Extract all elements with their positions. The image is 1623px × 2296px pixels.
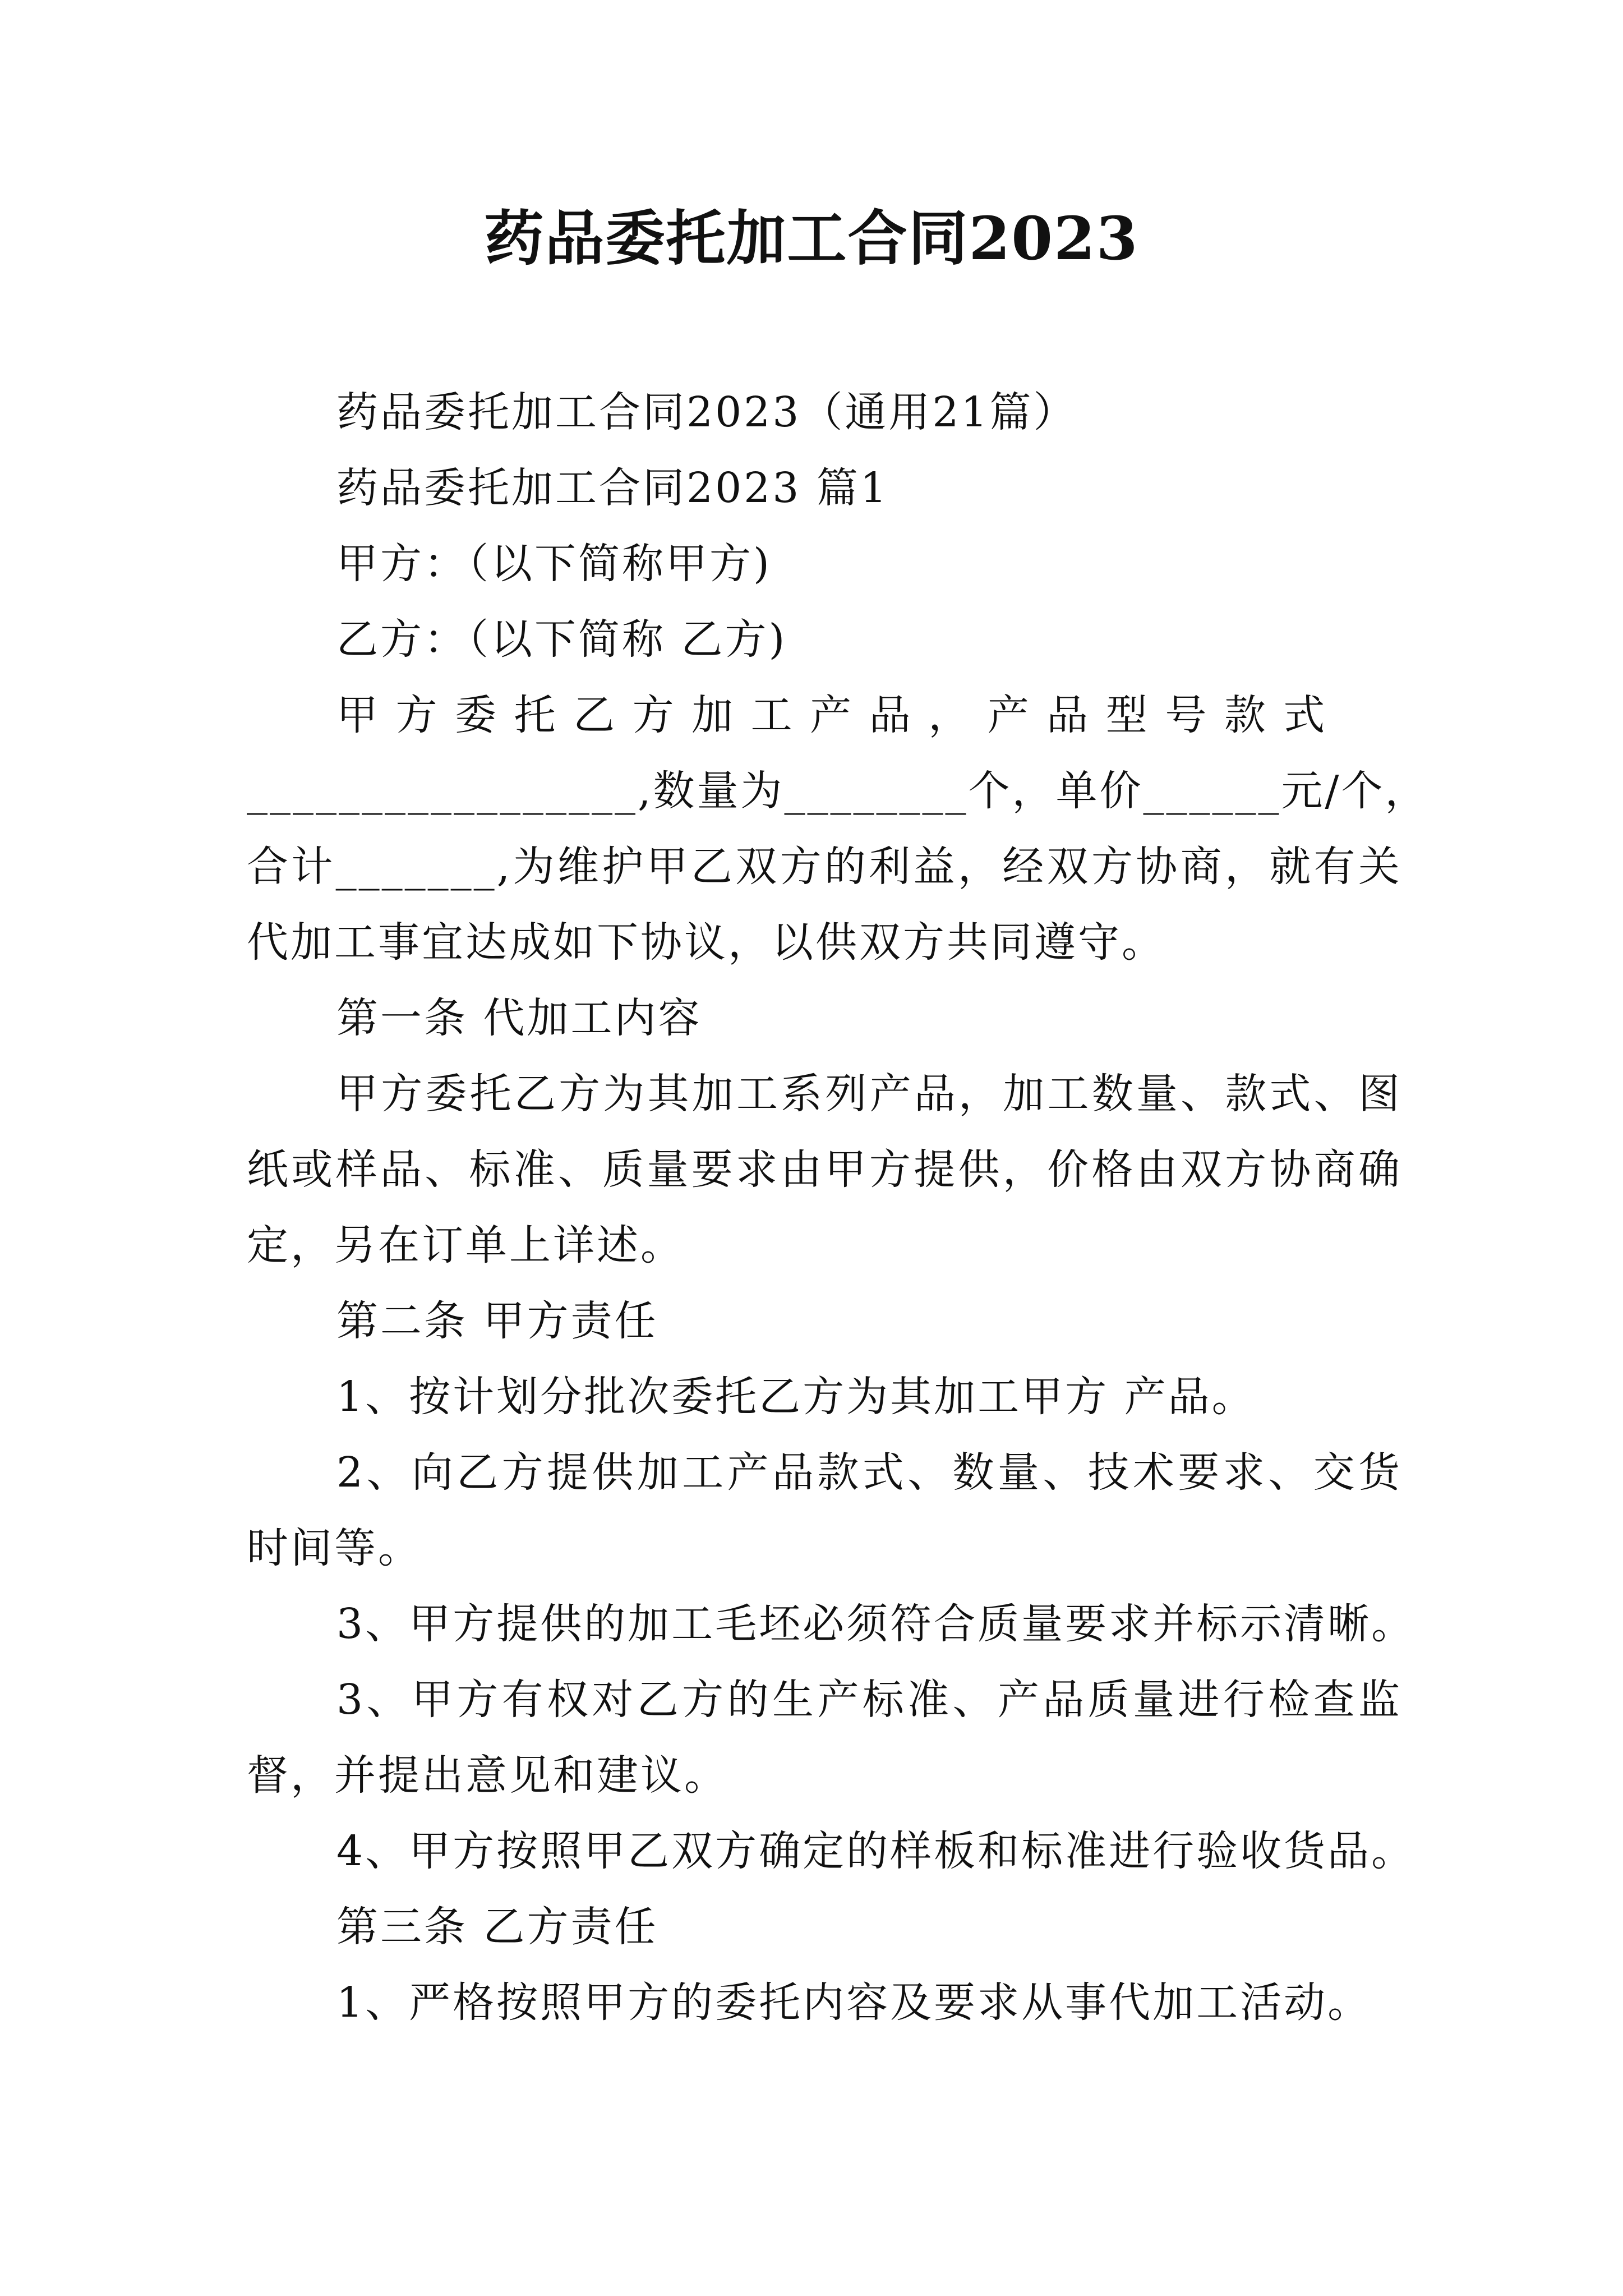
paragraph-line: 合计_______,为维护甲乙双方的利益，经双方协商，就有关 — [247, 843, 1402, 891]
subtitle-line: 药品委托加工合同2023（通用21篇） — [336, 388, 1077, 436]
article-heading: 第二条 甲方责任 — [336, 1297, 658, 1345]
document-title: 药品委托加工合同2023 — [484, 203, 1139, 273]
party-b-line: 乙方：（以下简称 乙方) — [336, 615, 787, 664]
article-heading: 第一条 代加工内容 — [336, 994, 702, 1042]
list-item: 3、甲方有权对乙方的生产标准、产品质量进行检查监 — [336, 1676, 1402, 1724]
party-a-line: 甲方：（以下简称甲方) — [336, 540, 772, 588]
list-item-continuation: 督，并提出意见和建议。 — [247, 1751, 728, 1800]
section-heading-part1: 药品委托加工合同2023 篇1 — [336, 464, 889, 512]
paragraph-line: 甲 方 委 托 乙 方 加 工 产 品 ， 产 品 型 号 款 式 — [336, 691, 1327, 739]
list-item: 1、按计划分批次委托乙方为其加工甲方 产品。 — [336, 1373, 1256, 1421]
list-item: 2、向乙方提供加工产品款式、数量、技术要求、交货 — [336, 1448, 1402, 1497]
paragraph-line: 甲方委托乙方为其加工系列产品，加工数量、款式、图 — [336, 1070, 1402, 1118]
paragraph-line: 定，另在订单上详述。 — [247, 1221, 684, 1269]
paragraph-line: 纸或样品、标准、质量要求由甲方提供，价格由双方协商确 — [247, 1145, 1402, 1194]
list-item: 1、严格按照甲方的委托内容及要求从事代加工活动。 — [336, 1978, 1372, 2027]
article-heading: 第三条 乙方责任 — [336, 1903, 658, 1951]
paragraph-line: _________________,数量为________个，单价______元/个， — [247, 767, 1429, 815]
list-item-continuation: 时间等。 — [247, 1524, 422, 1572]
list-item: 3、甲方提供的加工毛坯必须符合质量要求并标示清晰。 — [336, 1600, 1415, 1648]
paragraph-line: 代加工事宜达成如下协议，以供双方共同遵守。 — [247, 918, 1165, 967]
list-item: 4、甲方按照甲乙双方确定的样板和标准进行验收货品。 — [336, 1827, 1415, 1875]
